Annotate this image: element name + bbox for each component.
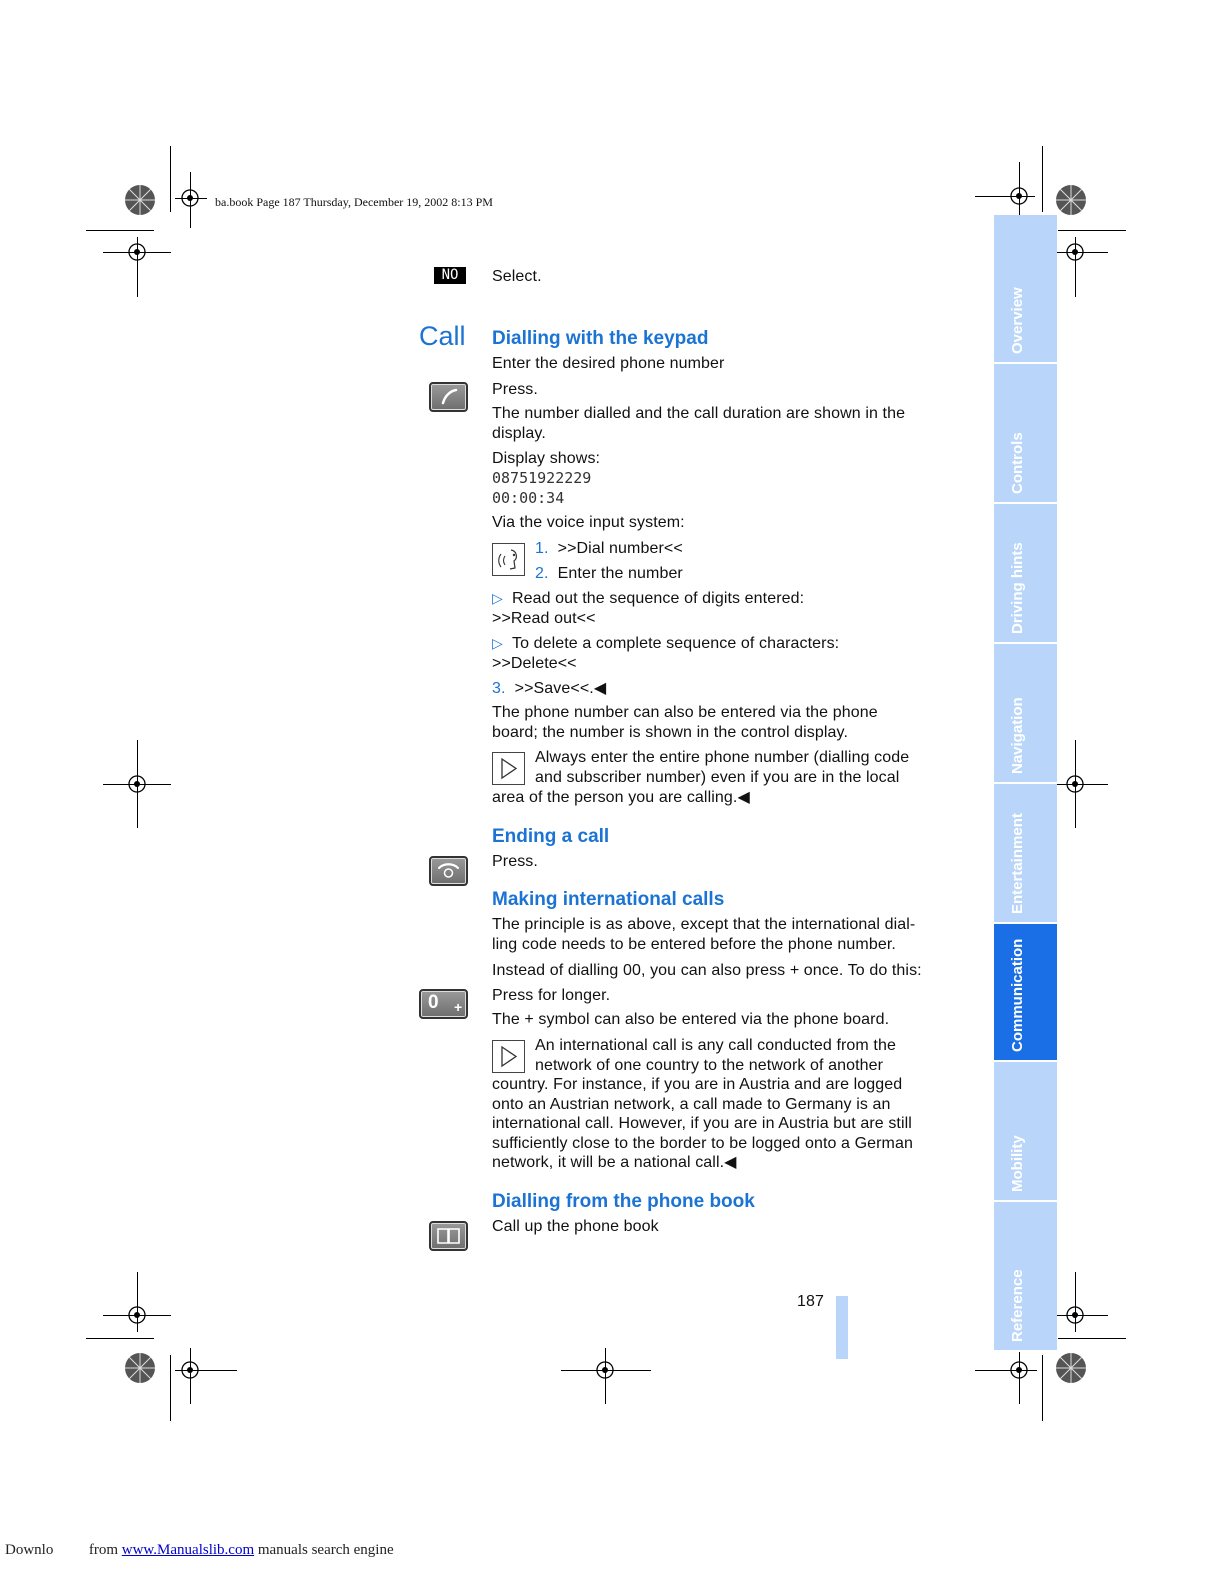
handset-icon [431,384,466,410]
tab-label: Reference [1009,1269,1026,1342]
tab-label: Navigation [1009,697,1026,774]
footer-from: from [88,1542,119,1558]
note-line: sufficiently close to the border to be logged onto a German [492,1135,913,1152]
bullet-triangle-icon: ▷ [492,590,503,606]
bullet-item [492,589,804,609]
key-plus-label: + [454,999,463,1015]
tab-communication[interactable] [994,924,1057,1062]
hang-up-icon [431,858,466,884]
heading-phone-book: Dialling from the phone book [492,1191,755,1212]
paragraph-line: The phone number can also be entered via the phone [492,704,878,721]
bullet-text: To delete a complete sequence of characters: [511,635,840,652]
paragraph-line: The number dialled and the call duration are shown in the [492,405,906,422]
page-marker-bar [836,1296,848,1359]
note-triangle-icon [492,752,525,785]
step-number: 3. [492,680,506,697]
book-header: ba.book Page 187 Thursday, December 19, 2002 8:13 PM [215,195,493,209]
note-line: international call. However, if you are in Austria but are still [492,1115,912,1132]
tab-label: Communication [1009,938,1026,1052]
heading-dialling-keypad: Dialling with the keypad [492,328,709,349]
key-zero-label: 0 [428,992,439,1013]
tab-label: Controls [1009,432,1026,494]
bullet-text: Read out the sequence of digits entered: [511,590,805,607]
call-key-button[interactable] [429,382,468,412]
tab-mobility[interactable] [994,1062,1057,1202]
end-call-key-button[interactable] [429,856,468,886]
tab-overview[interactable] [994,215,1057,364]
end-mark-icon: ◀ [724,1154,737,1171]
heading-ending-call: Ending a call [492,826,610,847]
note-line: network, it will be a national call.◀ [492,1154,737,1171]
tab-driving-hints[interactable] [994,504,1057,644]
paragraph-line: Instead of dialling 00, you can also press + once. To do this: [492,962,922,979]
display-shows-label: Display shows: [492,450,601,467]
tab-navigation[interactable] [994,644,1057,784]
paragraph-line: The principle is as above, except that the international dial- [492,916,916,933]
voice-command-text: >>Delete<< [492,655,577,672]
list-item [492,679,606,699]
step-text: >>Dial number<< [557,540,683,557]
note-triangle-icon [492,1040,525,1073]
manualslib-link[interactable]: www.Manualslib.com [121,1542,255,1558]
note-line: country. For instance, if you are in Austria and are logged [492,1076,903,1093]
note-line: An international call is any call conducted from the [535,1037,896,1054]
tab-entertainment[interactable] [994,784,1057,924]
select-text: Select. [492,268,542,285]
note-line: onto an Austrian network, a call made to Germany is an [492,1096,891,1113]
paragraph-line: ling code needs to be entered before the phone number. [492,936,896,953]
footer-prefix: Downlo [5,1542,54,1558]
end-mark-icon: ◀ [593,680,607,697]
paragraph-line: The + symbol can also be entered via the phone board. [492,1011,890,1028]
voice-command-text: >>Read out<< [492,610,596,627]
no-icon: NO [434,267,466,284]
tab-label: Overview [1009,287,1026,354]
tab-controls[interactable] [994,364,1057,504]
press-text: Press. [492,381,538,398]
list-item [535,539,683,559]
keypad-instruction: Enter the desired phone number [492,355,725,372]
phone-book-key-button[interactable] [429,1221,468,1251]
note-line: network of one country to the network of another [535,1057,884,1074]
tab-label: Mobility [1009,1135,1026,1192]
page-number: 187 [797,1293,824,1310]
display-number: 08751922229 [492,469,592,487]
note-line: and subscriber number) even if you are in the local [535,769,900,786]
tab-label: Entertainment [1009,813,1026,914]
book-icon [431,1223,466,1249]
footer-suffix: manuals search engine [257,1542,394,1558]
press-text: Press. [492,853,538,870]
step-number: 1. [535,540,549,557]
note-line: Always enter the entire phone number (dialling code [535,749,910,766]
display-time: 00:00:34 [492,489,565,507]
step-number: 2. [535,565,549,582]
step-text: >>Save<<. [514,680,594,697]
list-item [535,564,683,584]
note-line: area of the person you are calling.◀ [492,789,750,806]
zero-plus-key-button[interactable] [419,989,468,1019]
tab-label: Driving hints [1009,542,1026,634]
paragraph-line: Call up the phone book [492,1218,659,1235]
step-text: Enter the number [557,565,683,582]
section-title: Call [419,321,466,351]
heading-international-calls: Making international calls [492,889,725,910]
bullet-triangle-icon: ▷ [492,635,503,651]
paragraph-line: display. [492,425,546,442]
bullet-item [492,634,839,654]
voice-intro: Via the voice input system: [492,514,685,531]
paragraph-line: board; the number is shown in the control display. [492,724,849,741]
end-mark-icon: ◀ [737,789,750,806]
tab-reference[interactable] [994,1202,1057,1352]
press-longer-text: Press for longer. [492,987,611,1004]
footer [5,1542,394,1559]
voice-command-icon [492,543,525,576]
